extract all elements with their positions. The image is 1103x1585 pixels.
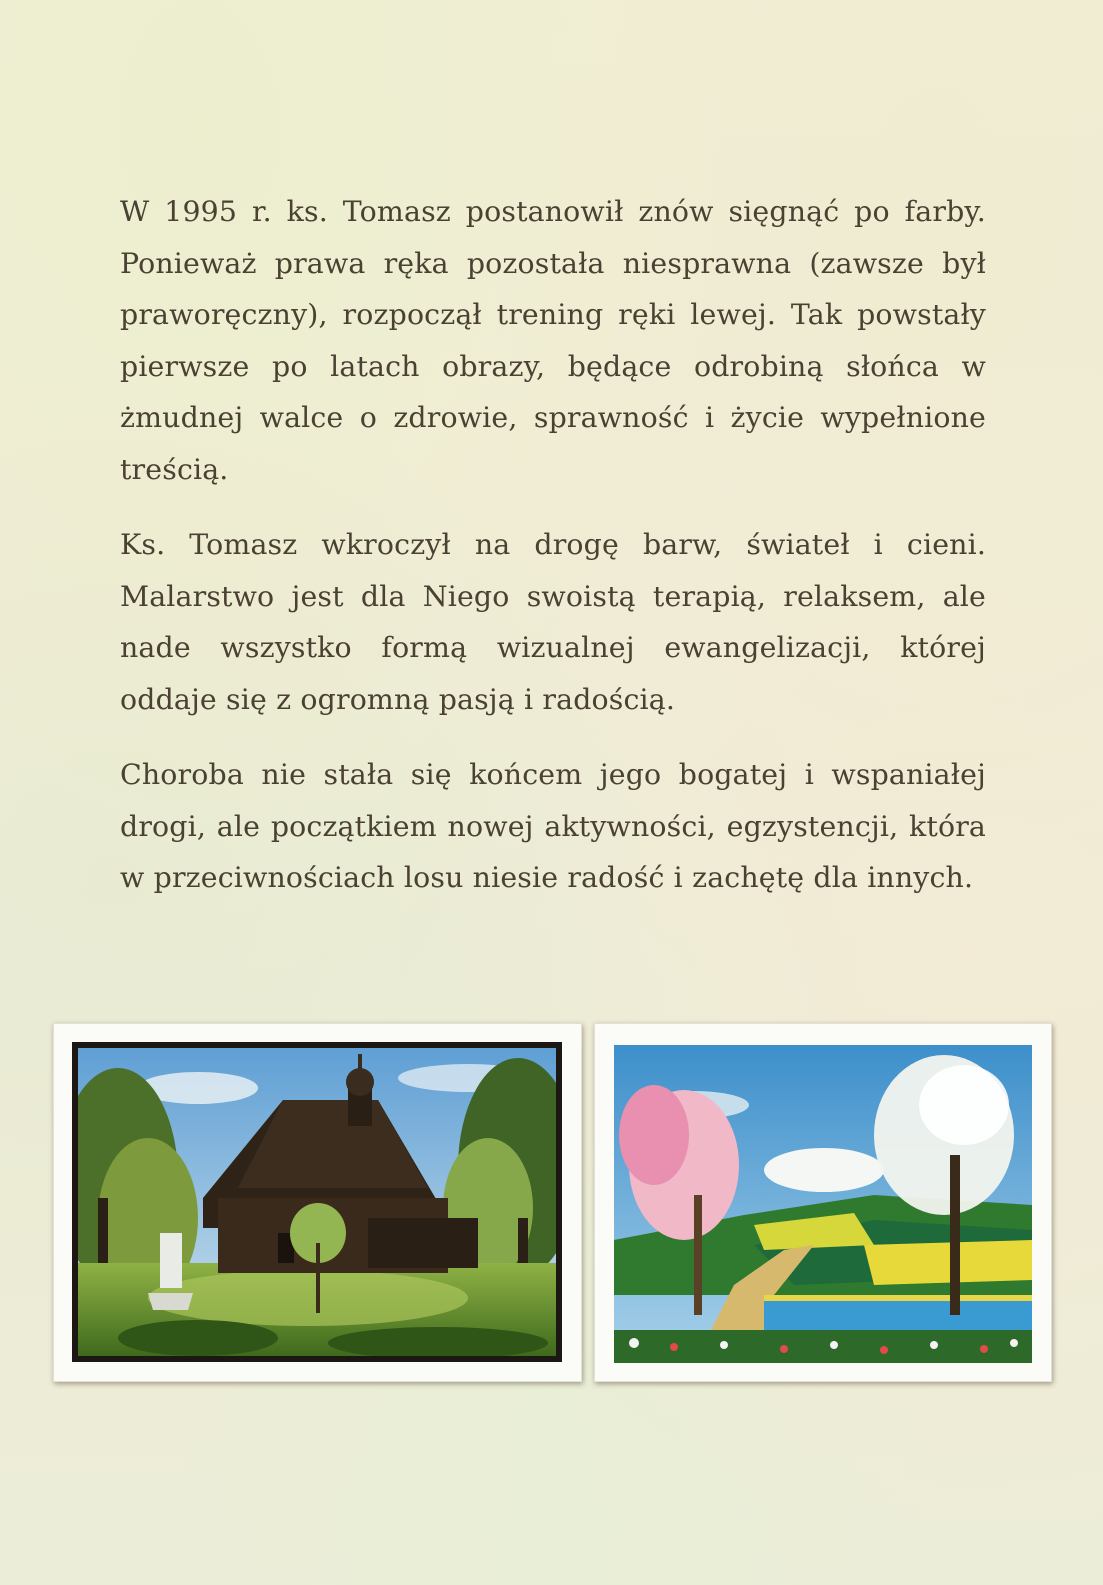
- church-painting-image: [78, 1048, 556, 1356]
- article-text: [120, 186, 986, 928]
- landscape-painting: [614, 1045, 1032, 1363]
- church-painting: [72, 1042, 562, 1362]
- paragraph-3: Choroba nie stała się końcem jego bogatej i wspaniałej drogi, ale początkiem nowej aktywności, egzystencji, która w przeciwnościach losu niesie radość i zachętę dla innych.: [120, 758, 986, 894]
- paragraph-1: W 1995 r. ks. Tomasz postanowił znów sięgnąć po farby. Ponieważ prawa ręka pozostała niesprawna (zawsze był praworęczny), rozpoczął trening ręki lewej. Tak powstały pierwsze po latach obrazy, będące odrobiną słońca w żmudnej walce o zdrowie, sprawność i życie wypełnione treścią.: [120, 195, 986, 486]
- paragraph-2: Ks. Tomasz wkroczył na drogę barw, świateł i cieni. Malarstwo jest dla Niego swoistą terapią, relaksem, ale nade wszystko formą wizualnej ewangelizacji, której oddaje się z ogromną pasją i radością.: [120, 528, 986, 716]
- painting-frame-church: [53, 1023, 582, 1382]
- landscape-painting-image: [614, 1045, 1032, 1363]
- painting-frame-landscape: [594, 1023, 1052, 1382]
